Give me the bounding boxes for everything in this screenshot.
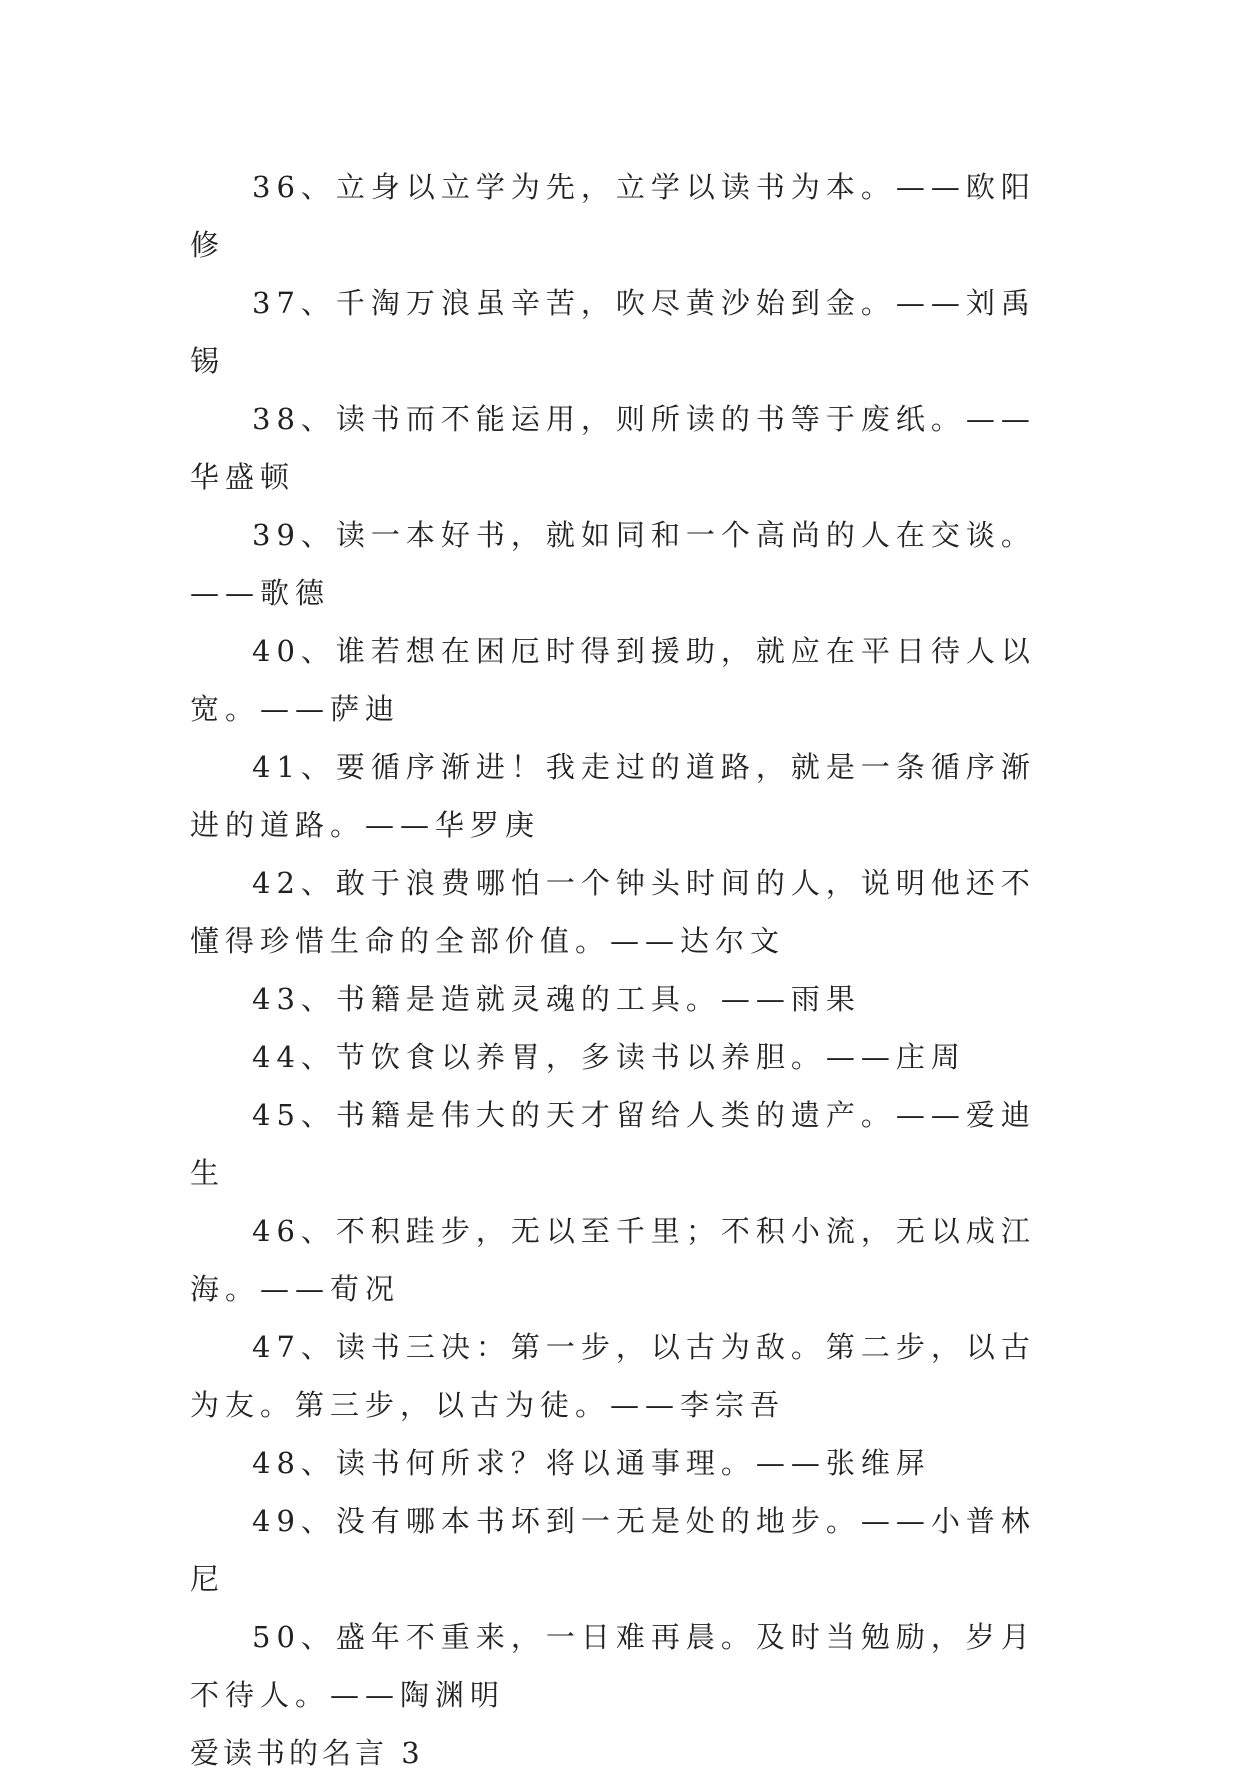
quote-38: 38、读书而不能运用，则所读的书等于废纸。——华盛顿 bbox=[190, 402, 1036, 494]
quote-43: 43、书籍是造就灵魂的工具。——雨果 bbox=[252, 982, 861, 1016]
quote-37: 37、千淘万浪虽辛苦，吹尽黄沙始到金。——刘禹锡 bbox=[190, 286, 1036, 378]
quote-41: 41、要循序渐进！我走过的道路，就是一条循序渐进的道路。——华罗庚 bbox=[190, 750, 1036, 842]
quote-47: 47、读书三决：第一步，以古为敌。第二步，以古为友。第三步，以古为徒。——李宗吾 bbox=[190, 1330, 1036, 1422]
quote-42: 42、敢于浪费哪怕一个钟头时间的人，说明他还不懂得珍惜生命的全部价值。——达尔文 bbox=[190, 866, 1036, 958]
quote-49: 49、没有哪本书坏到一无是处的地步。——小普林尼 bbox=[190, 1504, 1036, 1596]
quote-39: 39、读一本好书，就如同和一个高尚的人在交谈。——歌德 bbox=[190, 518, 1036, 610]
quote-40: 40、谁若想在困厄时得到援助，就应在平日待人以宽。——萨迪 bbox=[190, 634, 1036, 726]
document-body bbox=[190, 158, 1050, 1782]
section-heading: 爱读书的名言 3 bbox=[190, 1736, 424, 1770]
quote-44: 44、节饮食以养胃，多读书以养胆。——庄周 bbox=[252, 1040, 966, 1074]
quote-48: 48、读书何所求？将以通事理。——张维屏 bbox=[252, 1446, 931, 1480]
quote-45: 45、书籍是伟大的天才留给人类的遗产。——爱迪生 bbox=[190, 1098, 1036, 1190]
quote-50: 50、盛年不重来，一日难再晨。及时当勉励，岁月不待人。——陶渊明 bbox=[190, 1620, 1036, 1712]
quote-46: 46、不积跬步，无以至千里；不积小流，无以成江海。——荀况 bbox=[190, 1214, 1036, 1306]
quote-36: 36、立身以立学为先，立学以读书为本。——欧阳修 bbox=[190, 170, 1036, 262]
